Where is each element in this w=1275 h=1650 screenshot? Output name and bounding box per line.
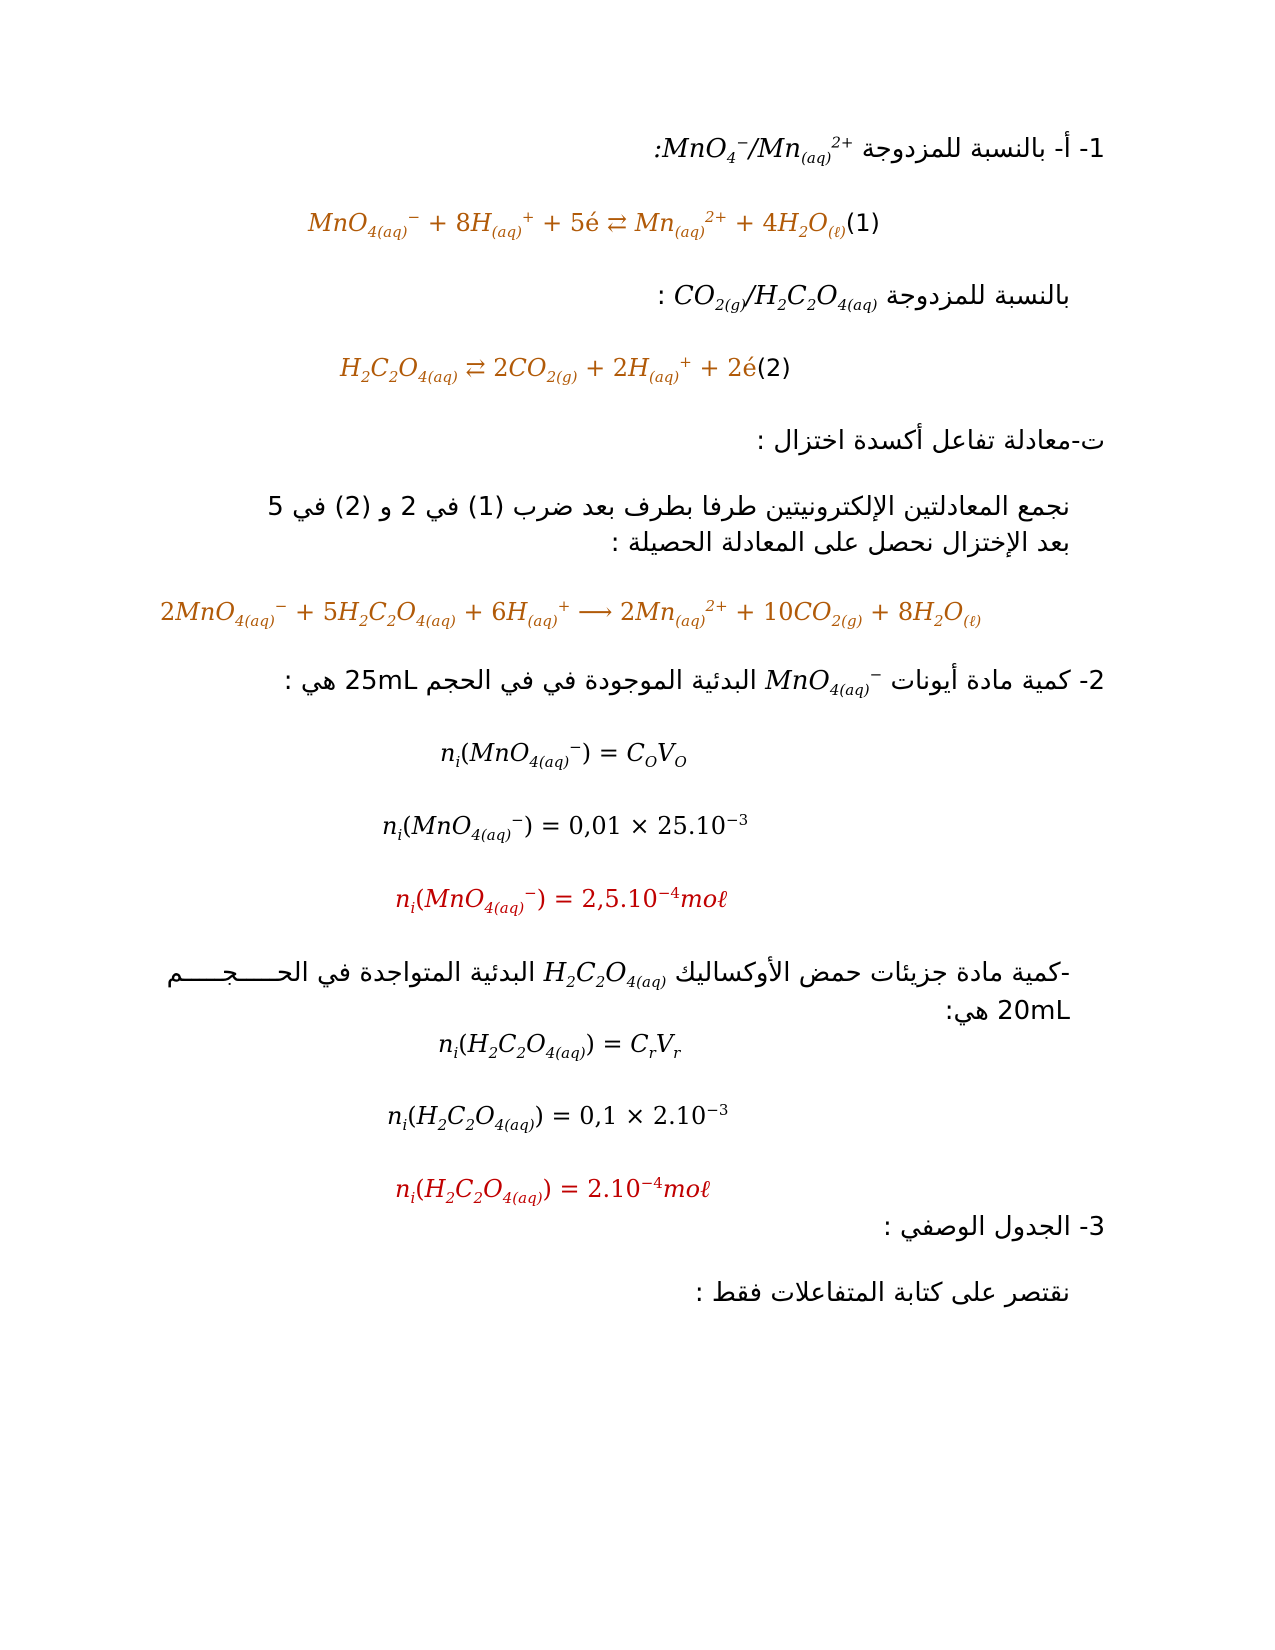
- n-oxalic-substitution: $n_i(H_2C_2O_{4(aq)}) = 0,1 \times 2.10^{-3}$: [387, 1101, 729, 1134]
- paragraph-2-text: بالنسبة للمزدوجة: [885, 281, 1070, 311]
- oxalic-acid: $H_2C_2O_{4(aq)}$: [543, 958, 667, 992]
- paragraph-4-line-1: نجمع المعادلتين الإلكترونيتين طرفا بطرف بعد ضرب (1) في 2 و (2) في 5: [267, 492, 1070, 522]
- paragraph-2: [657, 277, 1070, 315]
- equation-1-label: (1): [845, 209, 880, 237]
- paragraph-6-line-2: 20mL هي:: [944, 996, 1070, 1026]
- couple-mno4-mn: $:MnO_4^-/Mn_{(aq)}^{2+}$: [653, 133, 854, 168]
- paragraph-7: 3- الجدول الوصفي :: [883, 1212, 1105, 1242]
- paragraph-3: ت-معادلة تفاعل أكسدة اختزال :: [756, 426, 1105, 456]
- paragraph-6-line-1: -كمية مادة جزيئات حمض الأوكساليك $H_2C_2O_{4(aq)}$ البدئية المتواجدة في الحـــــجـــــم: [167, 954, 1070, 992]
- couple-co2-h2c2o4: : $CO_{2(g)}/H_2C_2O_{4(aq)}$: [656, 281, 878, 315]
- half-equation-2: $H_2C_2O_{4(aq)}$ ⇄ $2CO_{2(g)} + 2H_{(aq)}^+$ + 2é(2): [340, 353, 791, 386]
- paragraph-1: [653, 130, 1105, 168]
- paragraph-1-text: أ- بالنسبة للمزدوجة: [861, 134, 1071, 164]
- n-oxalic-formula: $n_i(H_2C_2O_{4(aq)}) = C_rV_r$: [438, 1030, 681, 1062]
- paragraph-5: 2- كمية مادة أيونات MnO$_{4(aq)}$− البدئية الموجودة في في الحجم 25mL هي :: [284, 662, 1105, 700]
- overall-redox-equation: $2MnO_{4(aq)}^- + 5H_2C_2O_{4(aq)} + 6H_{(aq)}^+$ ⟶ $2Mn_{(aq)}^{2+} + 10CO_{2(g)} + 8H_2O_{(\ell)}$: [160, 597, 982, 630]
- n-oxalic-result: $n_i(H_2C_2O_{4(aq)})$ = $2.10^{-4}mo\ell$: [395, 1174, 711, 1207]
- mno4-ion: MnO$_{4(aq)}$−: [765, 665, 883, 700]
- equation-2-label: (2): [756, 354, 791, 382]
- paragraph-4-line-2: بعد الإختزال نحصل على المعادلة الحصيلة :: [610, 528, 1070, 558]
- n-mno4-substitution: $n_i(MnO_{4(aq)}^-) = 0,01 \times 25.10^{-3}$: [382, 811, 749, 844]
- n-mno4-result: $n_i(MnO_{4(aq)}^-)$ = $2,5.10^{-4}mo\ell$: [395, 884, 728, 917]
- section-number-2: 2-: [1079, 666, 1105, 696]
- half-equation-1: $MnO_{4(aq)}^- + 8H_{(aq)}^+$ + 5é ⇄ $Mn_{(aq)}^{2+} + 4H_2O_{(\ell)}(1)$: [308, 208, 880, 241]
- paragraph-8: نقتصر على كتابة المتفاعلات فقط :: [694, 1278, 1070, 1308]
- section-number-3: 3-: [1079, 1212, 1105, 1242]
- n-mno4-formula: $n_i(MnO_{4(aq)}^-) = C_OV_O$: [440, 738, 687, 771]
- section-number-1: 1-: [1079, 134, 1105, 164]
